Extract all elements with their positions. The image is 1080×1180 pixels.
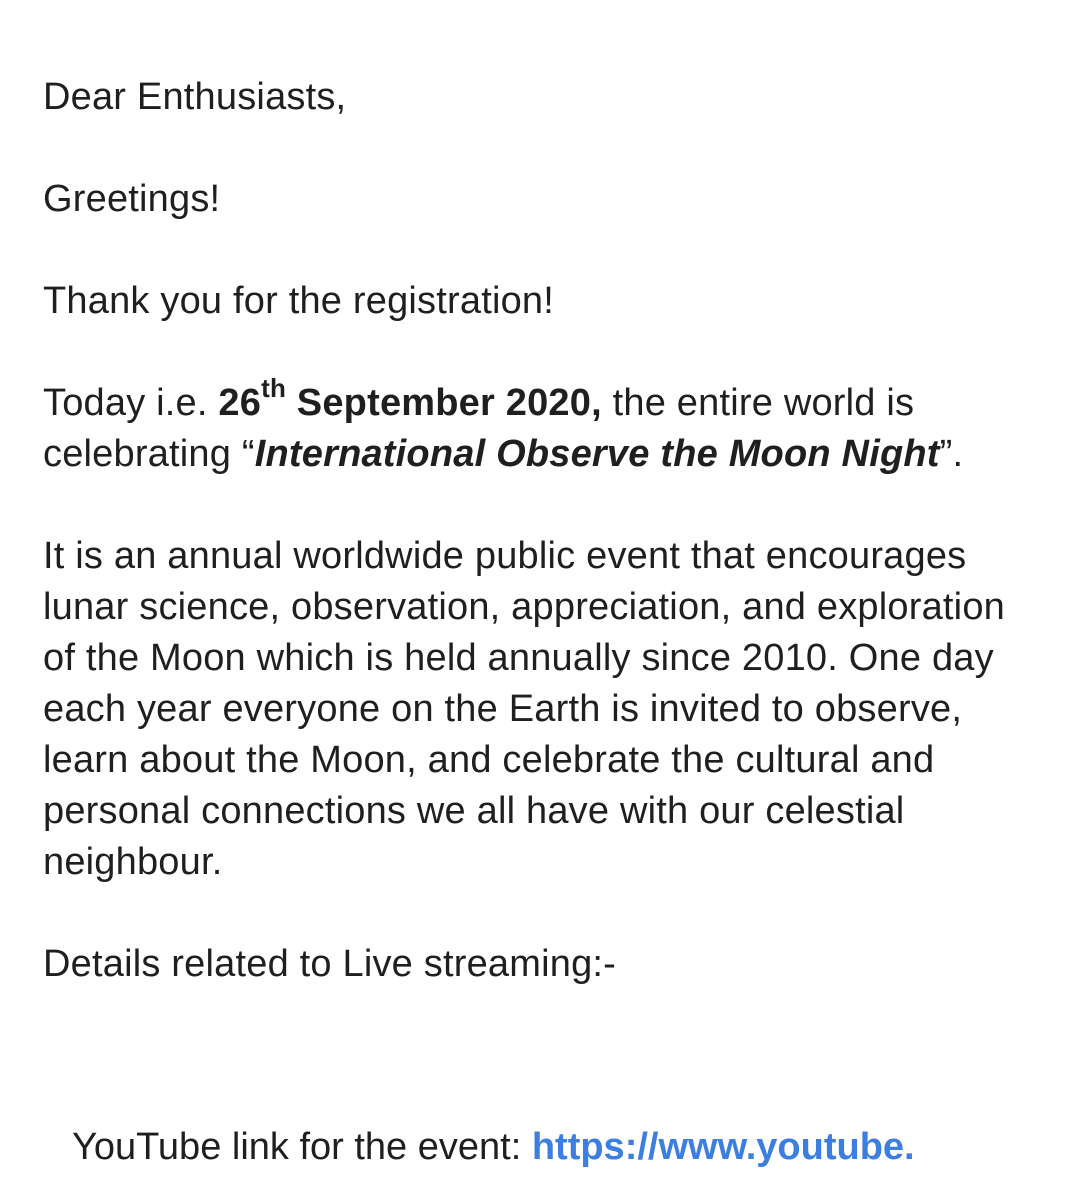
event-lead-text: Today i.e.	[43, 382, 219, 424]
streaming-heading: Details related to Live streaming:-	[43, 943, 617, 985]
email-body	[43, 72, 1043, 990]
event-after-date-text: the entire world is celebrating “	[43, 382, 915, 475]
event-day: 26	[218, 382, 262, 424]
event-paragraph	[43, 373, 1043, 480]
event-day-suffix: th	[261, 373, 287, 404]
event-close-quote: ”.	[939, 433, 964, 475]
event-name: International Observe the Moon Night	[254, 433, 940, 475]
event-month-year: September 2020,	[286, 382, 602, 424]
thanks-line: Thank you for the registration!	[43, 280, 555, 322]
event-description: It is an annual worldwide public event that encourages lunar science, observation, appreciation, and exploration of the Moon which is held annually since 2010. One day each year everyone on the Earth is invited to observe, learn about the Moon, and celebrate the cultural and personal connections we all have with our celestial neighbour.	[43, 535, 1005, 883]
youtube-link-line	[72, 1122, 915, 1173]
youtube-link-label: YouTube link for the event:	[72, 1126, 532, 1168]
salutation-line: Greetings!	[43, 178, 221, 220]
greeting-line: Dear Enthusiasts,	[43, 76, 347, 118]
youtube-link[interactable]: https://www.youtube.	[531, 1126, 915, 1168]
